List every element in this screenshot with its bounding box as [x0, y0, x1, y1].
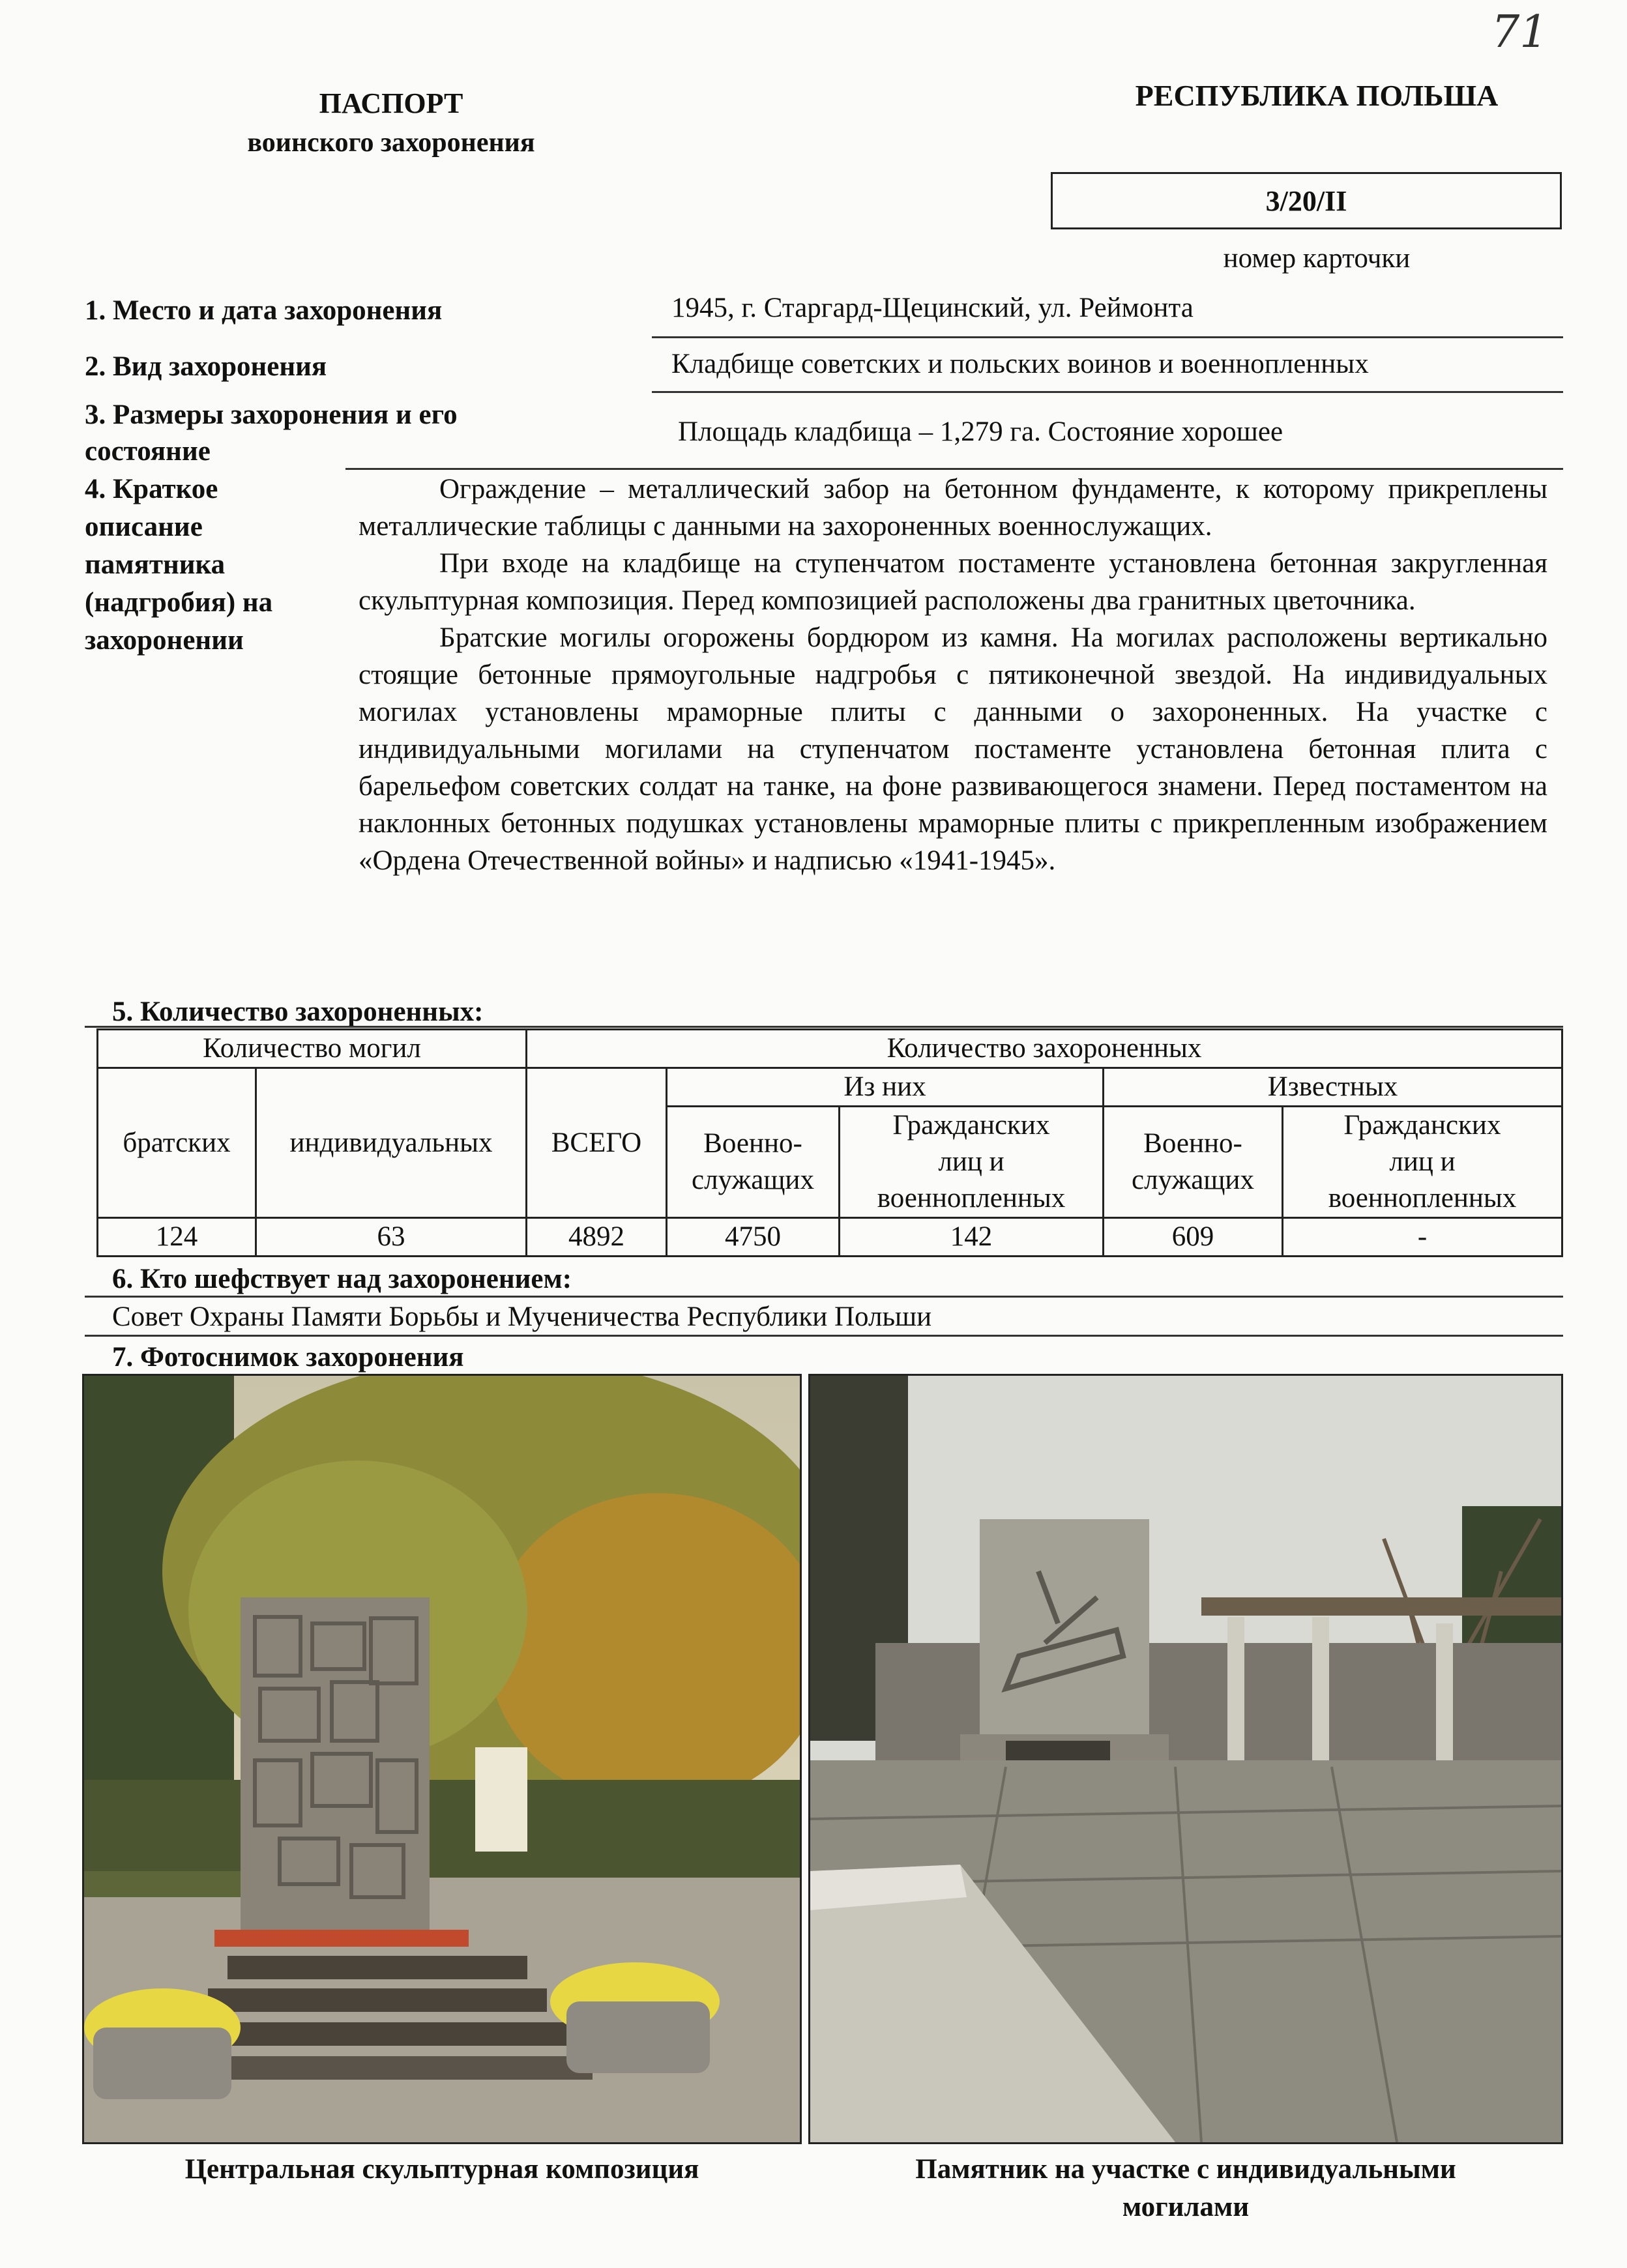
description-paragraph-2: При входе на кладбище на ступенчатом постаменте установлена бетонная закругленная скульптурная композиция. Перед композицией расположены два гранитных цветочника. — [359, 548, 1547, 616]
header-graves: Количество могил — [98, 1030, 527, 1068]
field-2-underline — [652, 391, 1563, 393]
field-4-label-2: описание — [85, 512, 203, 542]
header-buried: Количество захороненных — [527, 1030, 1562, 1068]
description-paragraph-3: Братские могилы огорожены бордюром из камня. На могилах расположены вертикально стоящие бетонные прямоугольные надгробья с пятиконечной звездой. На индивидуальных могилах установлены мраморные плиты с данными о захороненных. На участке с индивидуальными могилами на ступенчатом постаменте установлена бетонная плита с барельефом советских солдат на танке, на фоне развивающегося знамени. Перед постаментом на наклонных бетонных подушках установлены мраморные плиты с прикрепленным изображением «Ордена Отечественной войны» и надписью «1941-1945». — [359, 622, 1547, 876]
document-subtitle: воинского захоронения — [247, 128, 535, 158]
right-photo-caption: Памятник на участке с индивидуальными — [915, 2154, 1456, 2185]
field-4-label-5: захоронении — [85, 625, 244, 656]
cell-individual: 63 — [256, 1218, 527, 1257]
handwritten-page-number: 71 — [1491, 7, 1548, 58]
col-military-line1: Военно- — [703, 1128, 802, 1159]
col-known-military-line2: служащих — [1132, 1165, 1254, 1195]
photo-individual-graves-monument — [808, 1374, 1563, 2144]
header-known: Известных — [1104, 1068, 1562, 1107]
field-1-label: 1. Место и дата захоронения — [85, 295, 443, 326]
col-known-civil — [1283, 1107, 1562, 1218]
field-3-underline — [345, 468, 1563, 470]
field-4-label-1: 4. Краткое — [85, 474, 218, 504]
burial-count-table — [96, 1028, 1563, 1257]
cell-total: 4892 — [527, 1218, 667, 1257]
field-6-label: 6. Кто шефствует над захоронением: — [112, 1264, 572, 1294]
col-known-civil-line2: лиц и — [1389, 1146, 1456, 1177]
field-2-value: Кладбище советских и польских воинов и военнопленных — [671, 349, 1369, 379]
field-3-value: Площадь кладбища – 1,279 га. Состояние хорошее — [678, 416, 1283, 447]
col-civil-line1: Гражданских — [892, 1110, 1050, 1141]
col-civil — [840, 1107, 1104, 1218]
field-7-label: 7. Фотоснимок захоронения — [112, 1342, 464, 1373]
field-6-value: Совет Охраны Памяти Борьбы и Мученичества Республики Польши — [112, 1301, 932, 1332]
country-title: РЕСПУБЛИКА ПОЛЬША — [1135, 79, 1499, 112]
col-individual-graves: индивидуальных — [256, 1068, 527, 1218]
field-4-label-3: памятника — [85, 549, 226, 580]
col-military — [667, 1107, 840, 1218]
description-paragraph-1: Ограждение – металлический забор на бетонном фундаменте, к которому прикреплены металлические таблицы с данными на захороненных военнослужащих. — [359, 474, 1547, 542]
field-1-underline — [652, 336, 1563, 338]
col-known-military-line1: Военно- — [1143, 1128, 1242, 1159]
monument-description — [359, 471, 1547, 879]
col-civil-line3: военнопленных — [877, 1183, 1066, 1214]
col-military-line2: служащих — [692, 1165, 814, 1195]
col-civil-line2: лиц и — [938, 1146, 1004, 1177]
cell-civil: 142 — [840, 1218, 1104, 1257]
field-3-label-cont: состояние — [85, 436, 211, 467]
right-photo-caption-cont: могилами — [1122, 2192, 1250, 2222]
cell-mass: 124 — [98, 1218, 256, 1257]
col-known-civil-line3: военнопленных — [1328, 1183, 1517, 1214]
col-total: ВСЕГО — [527, 1068, 667, 1218]
field-6-underline-bottom — [85, 1335, 1563, 1337]
header-of-them: Из них — [667, 1068, 1104, 1107]
cell-known-civil: - — [1283, 1218, 1562, 1257]
card-number-label: номер карточки — [1223, 243, 1411, 274]
col-mass-graves: братских — [98, 1068, 256, 1218]
field-4-label-4: (надгробия) на — [85, 587, 273, 618]
photo-central-composition — [82, 1374, 802, 2144]
table-row — [98, 1218, 1562, 1257]
document-title: ПАСПОРТ — [319, 87, 463, 119]
cell-known-military: 609 — [1104, 1218, 1283, 1257]
field-6-underline-top — [85, 1296, 1563, 1298]
cell-military: 4750 — [667, 1218, 840, 1257]
col-known-military — [1104, 1107, 1283, 1218]
field-1-value: 1945, г. Старгард-Щецинский, ул. Реймонта — [671, 293, 1194, 323]
individual-graves-monument-image — [810, 1376, 1561, 2142]
field-5-underline — [85, 1026, 1563, 1028]
field-3-label: 3. Размеры захоронения и его — [85, 400, 458, 430]
left-photo-caption: Центральная скульптурная композиция — [184, 2154, 699, 2185]
central-composition-image — [84, 1376, 800, 2142]
field-5-label: 5. Количество захороненных: — [112, 996, 484, 1027]
field-2-label: 2. Вид захоронения — [85, 351, 327, 382]
card-number-box: 3/20/II — [1051, 172, 1562, 229]
col-known-civil-line1: Гражданских — [1343, 1110, 1501, 1141]
